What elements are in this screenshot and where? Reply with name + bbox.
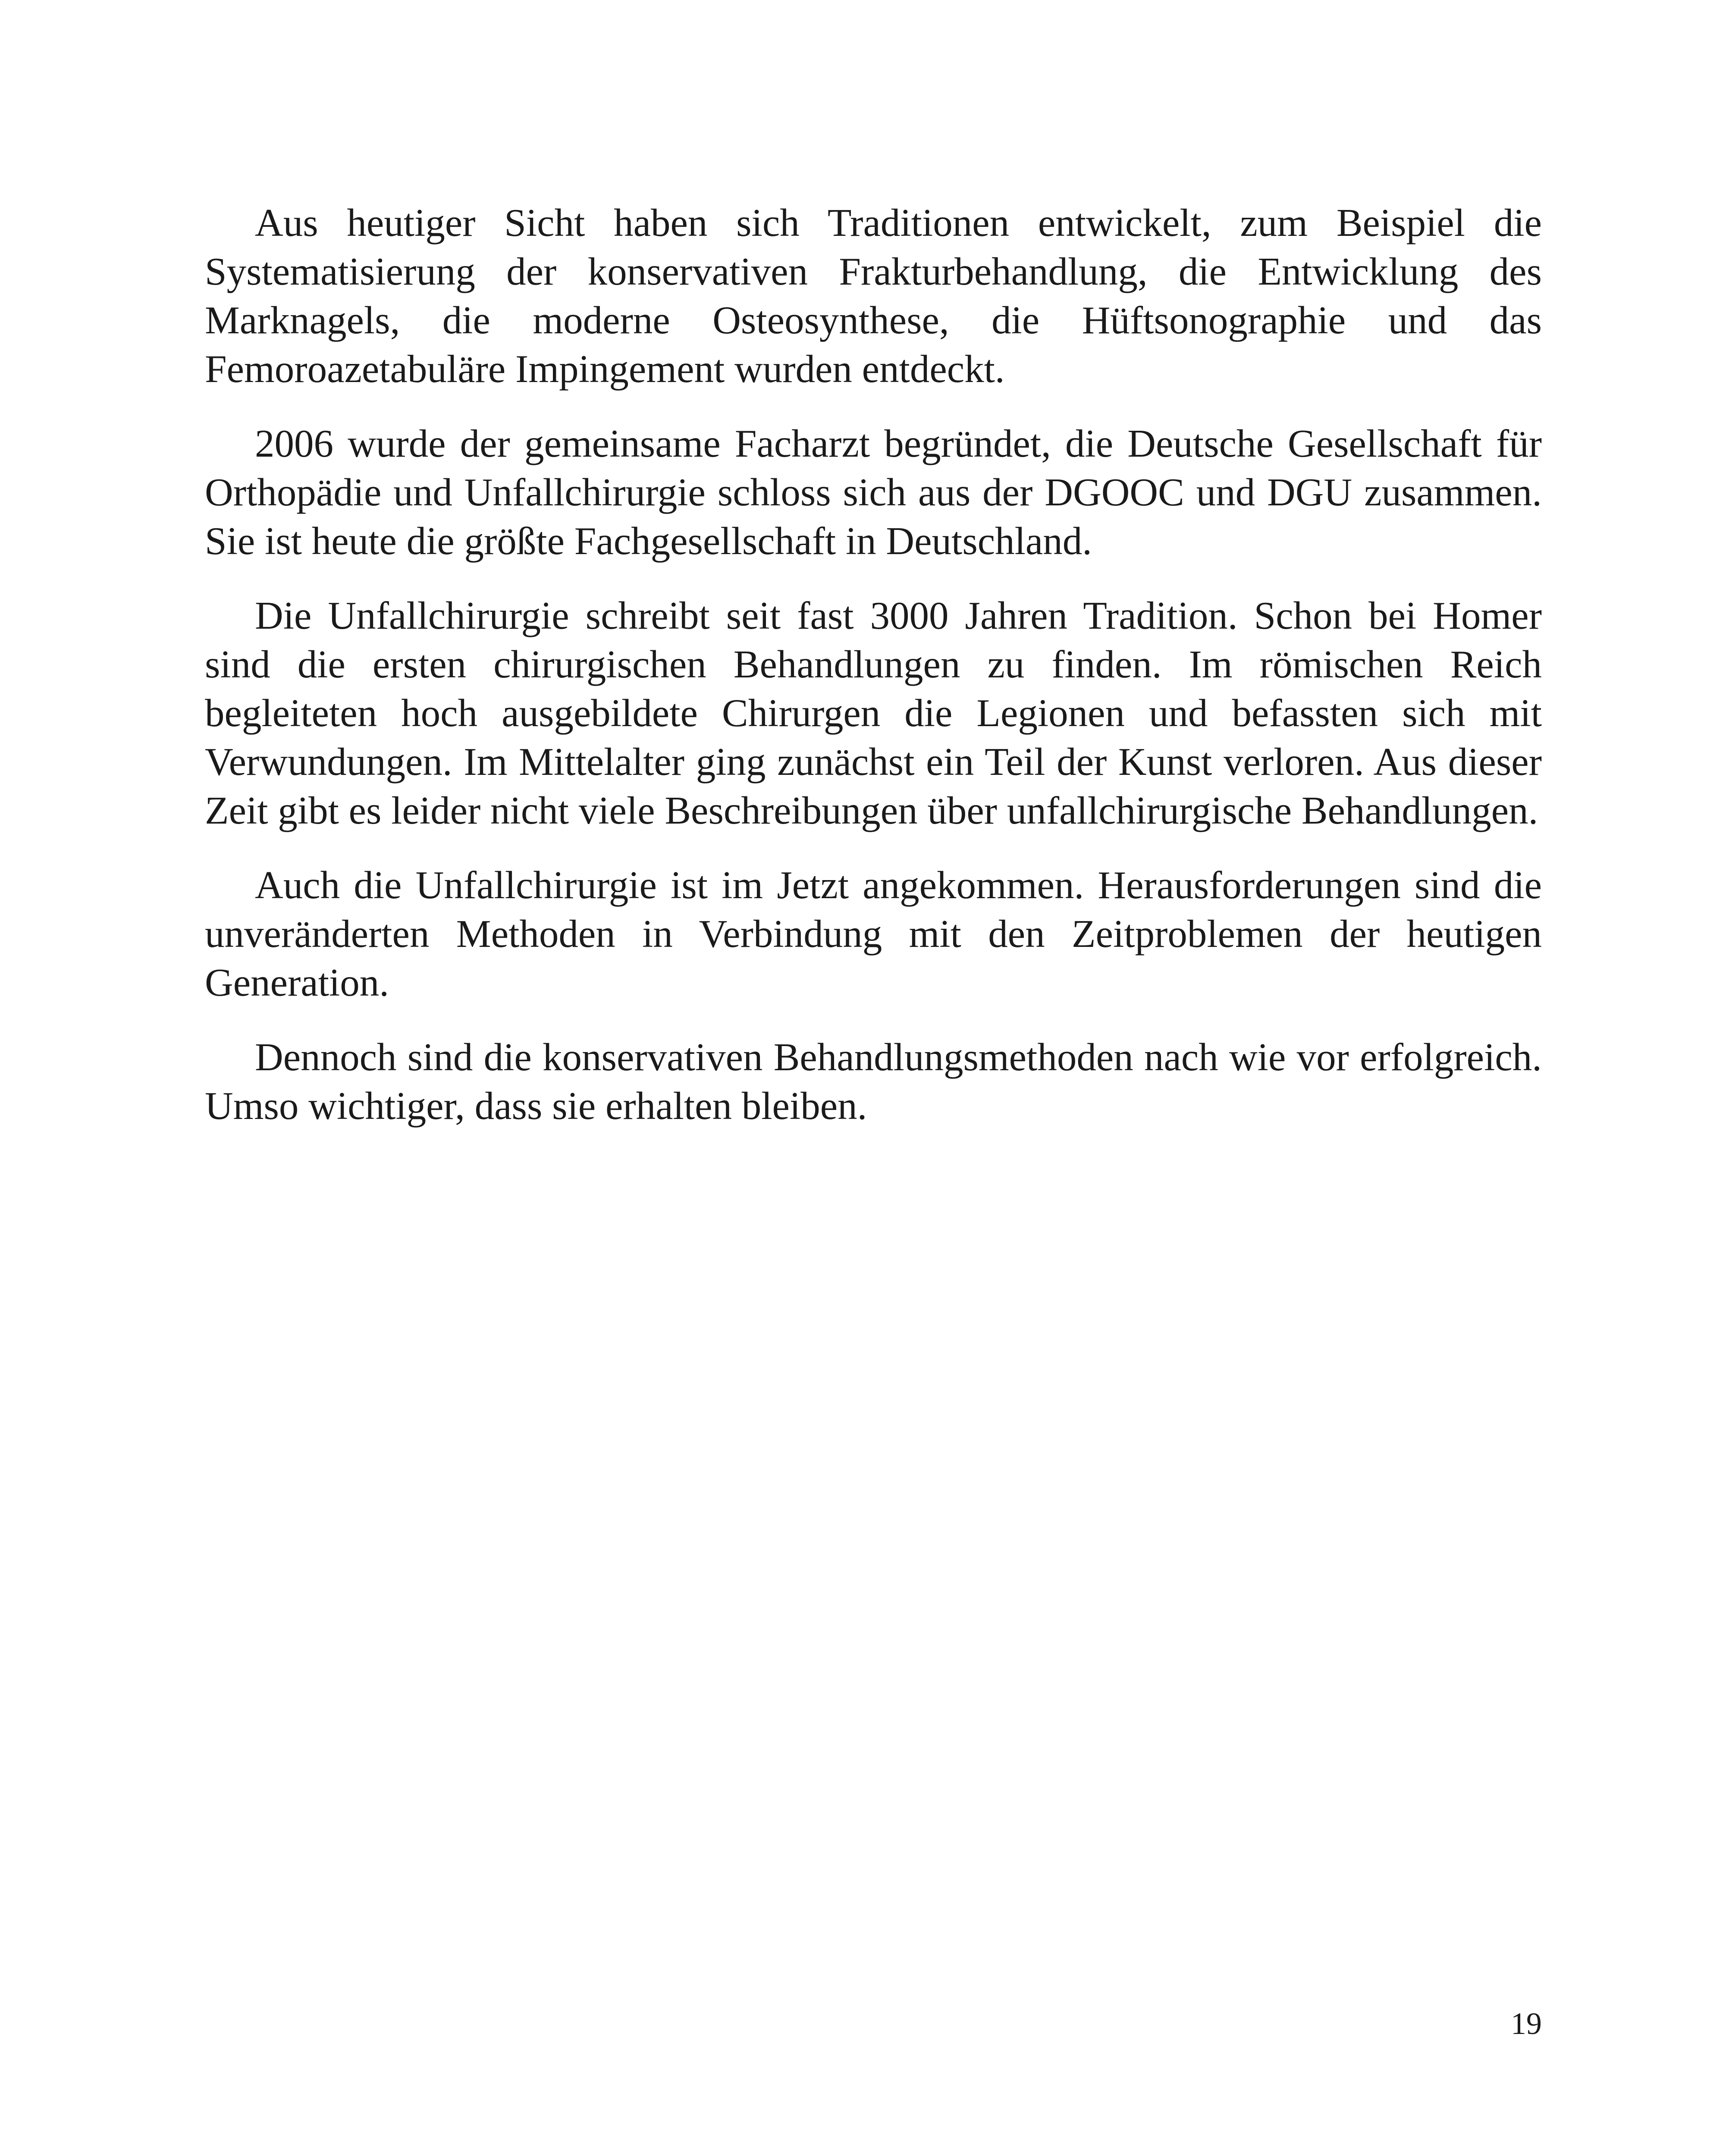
paragraph-fazit: Dennoch sind die konservativen Behandlungsmethoden nach wie vor erfolgreich. Umso wichtiger, dass sie erhalten bleiben.: [205, 1035, 1542, 1128]
paragraph-geschichte: Die Unfallchirurgie schreibt seit fast 3000 Jahren Tradition. Schon bei Homer sind die ersten chirurgischen Behandlungen zu finden. Im römischen Reich begleiteten hoch ausgebildete Chirurgen die Legionen und befassten sich mit Verwundungen. Im Mittelalter ging zunächst ein Teil der Kunst verloren. Aus dieser Zeit gibt es leider nicht viele Beschreibungen über unfallchirurgische Behandlungen.: [205, 594, 1542, 832]
body-text: [205, 198, 1542, 1156]
page-number: 19: [1511, 2006, 1542, 2041]
paragraph-herausforderungen: Auch die Unfallchirurgie ist im Jetzt angekommen. Herausforderungen sind die unveränderten Methoden in Verbindung mit den Zeitproblemen der heutigen Generation.: [205, 863, 1542, 1004]
paragraph-traditionen: Aus heutiger Sicht haben sich Traditionen entwickelt, zum Beispiel die Systematisierung der konservativen Frakturbehandlung, die Entwicklung des Marknagels, die moderne Osteosynthese, die Hüftsonographie und das Femoroazetabuläre Impingement wurden entdeckt.: [205, 201, 1542, 391]
paragraph-facharzt: 2006 wurde der gemeinsame Facharzt begründet, die Deutsche Gesellschaft für Orthopädie und Unfallchirurgie schloss sich aus der DGOOC und DGU zusammen. Sie ist heute die größte Fachgesellschaft in Deutschland.: [205, 422, 1542, 563]
